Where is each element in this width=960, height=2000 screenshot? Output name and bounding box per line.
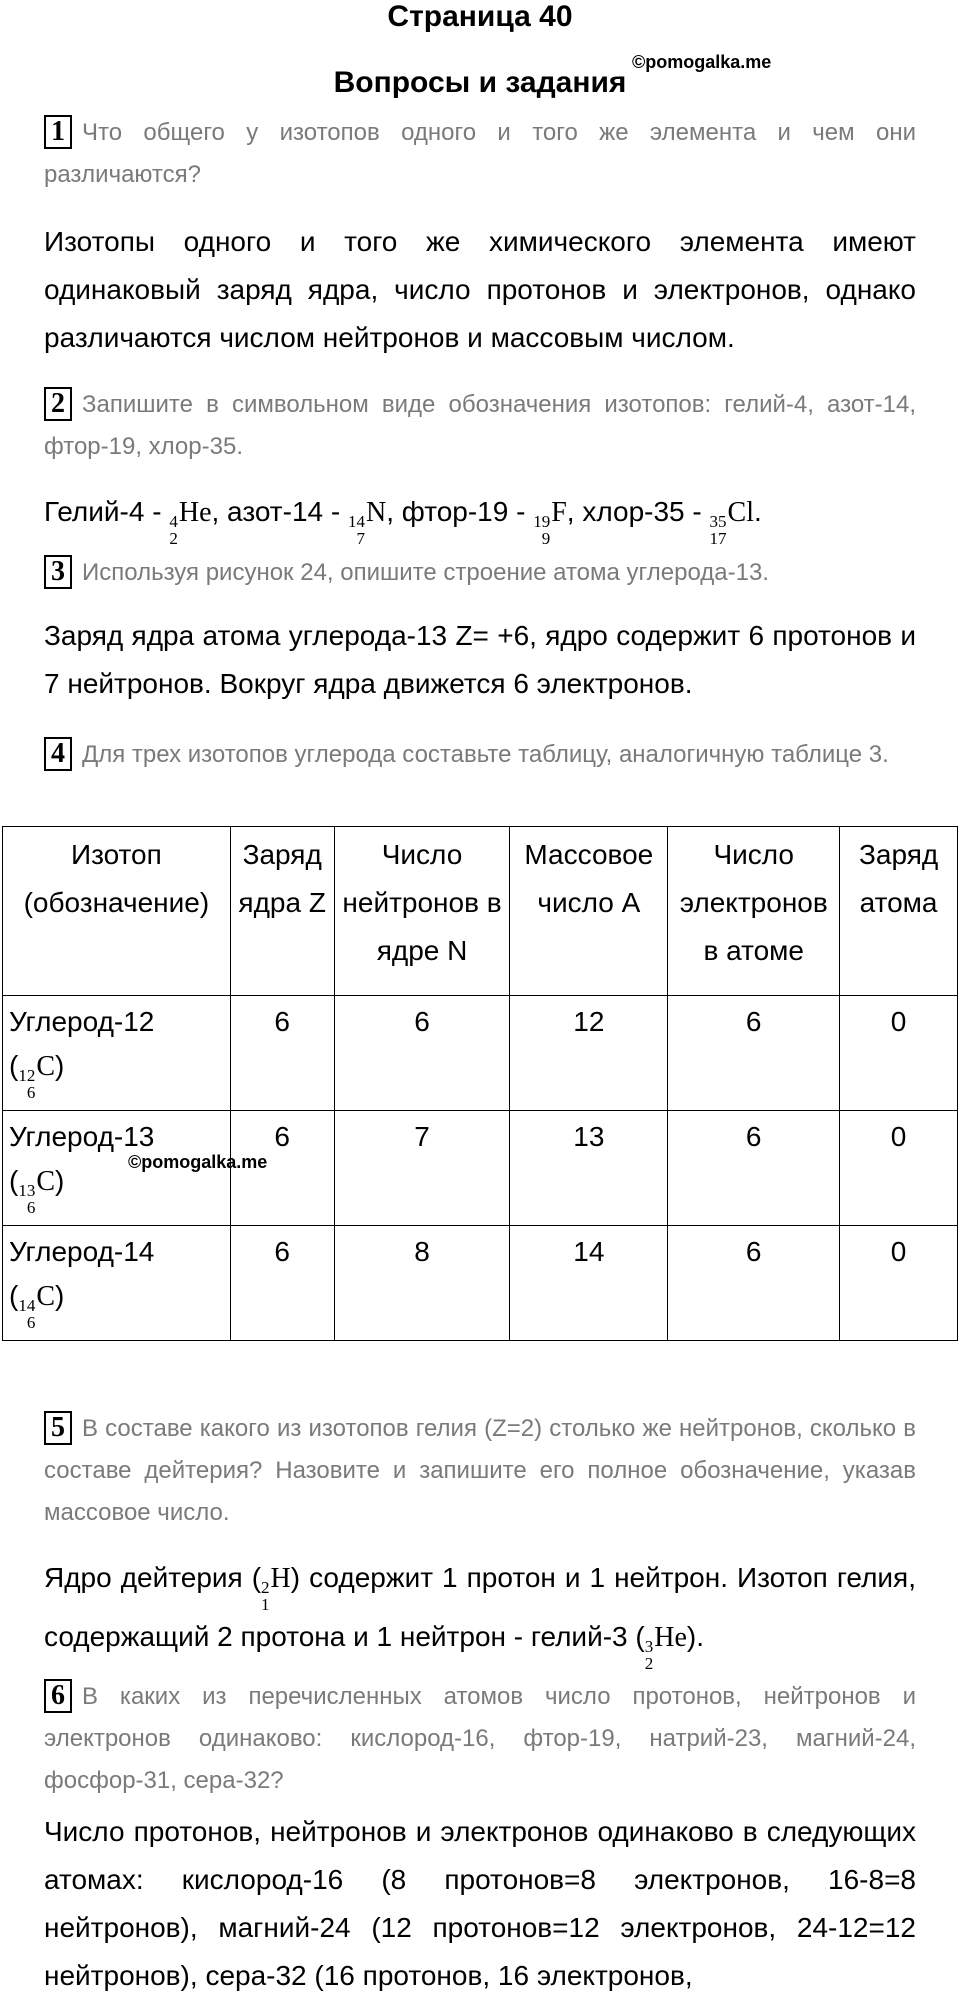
answer-text: , фтор-19 - xyxy=(386,496,534,527)
page-title: Страница 40 xyxy=(387,0,573,33)
isotope-helium-3: 3 2 He xyxy=(644,1622,687,1673)
question-3 xyxy=(44,552,916,594)
answer-3: Заряд ядра атома углерода-13 Z= +6, ядро содержит 6 протонов и 7 нейтронов. Вокруг ядра движется 6 электронов. xyxy=(44,620,916,699)
question-6 xyxy=(44,1676,916,1802)
isotope-name-cell xyxy=(3,1226,231,1341)
table-cell: 6 xyxy=(230,996,334,1111)
table-row xyxy=(3,996,958,1111)
answer-text: ) содержит 1 протон и 1 нейтрон. Изотоп гелия, содержащий 2 протона и 1 нейтрон - гелий-3 ( xyxy=(44,1562,916,1652)
table-cell: 0 xyxy=(840,1226,958,1341)
isotope-name: Углерод-12 xyxy=(9,1006,155,1037)
question-5 xyxy=(44,1408,916,1534)
isotope-chlorine-35: 35 17 Cl xyxy=(709,497,754,548)
answer-text: Ядро дейтерия ( xyxy=(44,1562,262,1593)
table-cell: 6 xyxy=(668,1111,840,1226)
table-cell: 8 xyxy=(334,1226,510,1341)
section-title: Вопросы и задания xyxy=(333,66,627,99)
question-number: 3 xyxy=(44,555,72,589)
answer-1: Изотопы одного и того же химического элемента имеют одинаковый заряд ядра, число протонов и электронов, однако различаются числом нейтронов и массовым числом. xyxy=(44,226,916,353)
column-header: Массовое число A xyxy=(510,827,668,996)
table-cell: 7 xyxy=(334,1111,510,1226)
question-number: 6 xyxy=(44,1679,72,1713)
question-number: 4 xyxy=(44,737,72,771)
question-2 xyxy=(44,384,916,468)
table-cell: 14 xyxy=(510,1226,668,1341)
table-cell: 6 xyxy=(668,1226,840,1341)
column-header: Изотоп (обозначение) xyxy=(3,827,231,996)
table-row xyxy=(3,1226,958,1341)
isotope-table xyxy=(2,826,958,1341)
question-number: 2 xyxy=(44,387,72,421)
answer-6: Число протонов, нейтронов и электронов одинаково в следующих атомах: кислород-16 (8 протонов=8 электронов, 16-8=8 нейтронов), магний-24 (12 протонов=12 электронов, 24-12=12 нейтронов), сера-32 (16 протонов, 16 электронов, xyxy=(44,1816,916,1991)
table-cell: 13 xyxy=(510,1111,668,1226)
column-header: Число электронов в атоме xyxy=(668,827,840,996)
isotope-symbol: ( 14 6 C) xyxy=(9,1280,65,1332)
isotope-symbol: ( 13 6 C) xyxy=(9,1165,65,1217)
table-cell: 0 xyxy=(840,996,958,1111)
question-text: Для трех изотопов углерода составьте таблицу, аналогичную таблице 3. xyxy=(82,741,889,768)
question-text: Используя рисунок 24, опишите строение атома углерода-13. xyxy=(82,559,769,586)
table-cell: 12 xyxy=(510,996,668,1111)
isotope-helium-4: 4 2 He xyxy=(169,497,212,548)
watermark: ©pomogalka.me xyxy=(632,52,772,72)
question-number: 5 xyxy=(44,1411,72,1445)
isotope-fluorine-19: 19 9 F xyxy=(533,497,567,548)
table-cell: 6 xyxy=(230,1111,334,1226)
answer-2: Гелий-4 - 4 2 He, азот-14 - 14 7 N, фтор-19 - 19 9 F, хлор-35 - 35 17 Cl. xyxy=(44,488,916,547)
question-text: В составе какого из изотопов гелия (Z=2) столько же нейтронов, сколько в составе дейтерия? Назовите и запишите его полное обозначение, указав массовое число. xyxy=(44,1415,916,1526)
question-number: 1 xyxy=(44,115,72,149)
isotope-deuterium: 2 1 H xyxy=(261,1563,291,1614)
watermark: ©pomogalka.me xyxy=(128,1152,268,1172)
question-1 xyxy=(44,112,916,196)
answer-text: , хлор-35 - xyxy=(566,496,710,527)
question-text: Запишите в символьном виде обозначения изотопов: гелий-4, азот-14, фтор-19, хлор-35. xyxy=(44,391,916,460)
table-cell: 0 xyxy=(840,1111,958,1226)
answer-5: Ядро дейтерия ( 2 1 H) содержит 1 протон и 1 нейтрон. Изотоп гелия, содержащий 2 протона и 1 нейтрон - гелий-3 ( 3 2 He). xyxy=(44,1554,916,1672)
answer-text: , азот-14 - xyxy=(211,496,348,527)
answer-text: Гелий-4 - xyxy=(44,496,170,527)
question-text: Что общего у изотопов одного и того же элемента и чем они различаются? xyxy=(44,119,916,188)
table-cell: 6 xyxy=(668,996,840,1111)
table-cell: 6 xyxy=(230,1226,334,1341)
column-header: Число нейтронов в ядре N xyxy=(334,827,510,996)
column-header: Заряд атома xyxy=(840,827,958,996)
isotope-symbol: ( 12 6 C) xyxy=(9,1050,65,1102)
question-4 xyxy=(44,734,916,776)
isotope-name-cell xyxy=(3,996,231,1111)
isotope-name: Углерод-14 xyxy=(9,1236,155,1267)
column-header: Заряд ядра Z xyxy=(230,827,334,996)
table-header-row xyxy=(3,827,958,996)
question-text: В каких из перечисленных атомов число протонов, нейтронов и электронов одинаково: кислород-16, фтор-19, натрий-23, магний-24, фосфор-31, сера-32? xyxy=(44,1683,916,1794)
table-cell: 6 xyxy=(334,996,510,1111)
isotope-name: Углерод-13 xyxy=(9,1121,155,1152)
isotope-nitrogen-14: 14 7 N xyxy=(347,497,387,548)
